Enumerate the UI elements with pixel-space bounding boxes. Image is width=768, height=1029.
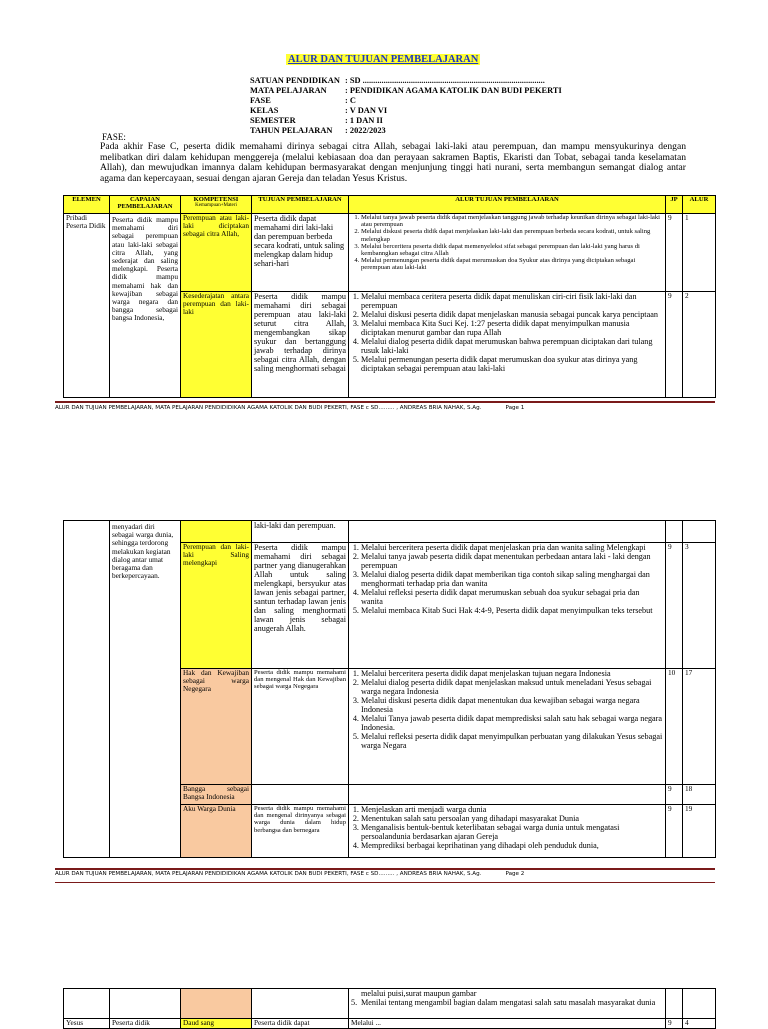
cell-alur: 1: [683, 214, 716, 292]
cell-elemen: Pribadi Peserta Didik: [64, 214, 110, 398]
objective-item: 1. Melalui berceritera peserta didik dapat menjelaskan tujuan negara Indonesia: [361, 669, 663, 678]
objective-item: 2. Melalui dialog peserta didik dapat menjelaskan maksud untuk meneladani Yesus sebagai warga negara Indonesia: [361, 678, 663, 696]
cell-kompetensi: Aku Warga Dunia: [181, 805, 252, 858]
cell-jp: 9: [666, 1019, 683, 1029]
cell-alur: 17: [683, 669, 716, 785]
objective-list: [351, 805, 663, 850]
objective-item: 4. Melalui refleksi peserta didik dapat merumuskan sebuah doa syukur sebagai pria dan wanita: [361, 588, 663, 606]
objective-item: 3. Melalui membaca Kita Suci Kej. 1:27 peserta didik dapat menyimpulkan manusia diciptakan menurut gambar dan rupa Allah: [361, 319, 663, 337]
objective-item: 1. Melalui membaca ceritera peserta didik dapat menuliskan ciri-ciri fisik laki-laki dan perempuan: [361, 292, 663, 310]
footer-rule: [55, 401, 715, 403]
cell-kompetensi: Hak dan Kewajiban sebagai warga Negegara: [181, 669, 252, 785]
cell-objectives: [349, 785, 666, 805]
fase-description: Pada akhir Fase C, peserta didik memahami dirinya sebagai citra Allah, sebagai laki-laki atau perempuan, dan mampu mensyukurinya dengan melibatkan diri dalam kehidupan menggereja (melalui kebiasaan doa dan perayaan sakramen Baptis, Ekaristi dan Tobat, sebagai tanda keselamatan Allah), dan mewujudkan imannya dalam kehidupan bermasyarakat dengan menjunjung tinggi hati nurani, serta membangun semangat dialog antar agama dan kepercayaan, sesuai dengan ajaran Gereja dan teladan Yesus Kristus.: [100, 141, 686, 184]
cell-alur: [683, 521, 716, 543]
cell-elemen: [64, 521, 110, 858]
table-header-row: [64, 196, 716, 214]
cell-tujuan: Peserta didik mampu memahami diri sebagai partner yang dianugerahkan Allah untuk saling melengkapi, bersyukur atas lawan jenis sebagai partner, santun terhadap lawan jenis dan saling menghormati lawan jenis sebagai anugerah Allah.: [252, 543, 349, 669]
cell-objectives: [349, 521, 666, 543]
footer-text: ALUR DAN TUJUAN PEMBELAJARAN, MATA PELAJARAN PENDIDIDIKAN AGAMA KATOLIK DAN BUDI PEKERTI, FASE c SD......... , ANDREAS BRIA NAHAK, S.Ag.: [55, 871, 482, 877]
objective-number: 5.: [351, 998, 358, 1007]
cell-objectives: [349, 669, 666, 785]
meta-row-kelas: [250, 106, 562, 116]
cell-jp: 9: [666, 785, 683, 805]
objective-item: 4. Melalui dialog peserta didik dapat merumuskan bahwa perempuan diciptakan dari tulang rusuk laki-laki: [361, 337, 663, 355]
cell-kompetensi: Perempuan atau laki-laki diciptakan sebagai citra Allah,: [181, 214, 252, 292]
cell-jp: [666, 989, 683, 1019]
meta-value: : 2022/2023: [345, 126, 386, 135]
meta-value: : C: [345, 96, 356, 105]
meta-key: MATA PELAJARAN: [250, 86, 327, 95]
cell-kompetensi: [181, 521, 252, 543]
objective-item: 1. Melalui berceritera peserta didik dapat menjelaskan pria dan wanita saling Melengkapi: [361, 543, 663, 552]
objective-item: [351, 998, 663, 1007]
cell-jp: 9: [666, 214, 683, 292]
page-footer: [55, 405, 524, 411]
header-kompetensi-label: KOMPETENSI: [193, 196, 239, 203]
objective-item: 3. Melalui diskusi peserta didik dapat menentukan dua kewajiban sebagai warga negara Indonesia: [361, 696, 663, 714]
objective-list: [351, 292, 663, 373]
tujuan-text: Peserta didik dapat memahami diri laki-laki dan perempuan berbeda secara kodrati, untuk saling melengkap dalam hidup sehari-hari: [254, 214, 345, 268]
meta-key: TAHUN PELAJARAN: [250, 126, 333, 135]
cell-tujuan: Peserta didik mampu memahami dan mengenal Hak dan Kewajiban sebagai warga Negegara: [252, 669, 349, 785]
meta-value: : SD .......................................................................................: [345, 76, 545, 85]
objective-item: 5. Melalui permenungan peserta didik dapat merumuskan doa syukur atas dirinya yang diciptakan sebagai perempuan atau laki-laki: [361, 355, 663, 373]
objective-item: 2. Melalui tanya jawab peserta didik dapat menentukan perbedaan antara laki - laki dengan perempuan: [361, 552, 663, 570]
fase-label: FASE:: [102, 132, 126, 142]
objective-item: 3. Melalui dialog peserta didik dapat memberikan tiga contoh sikap saling menghargai dan menghormati terhadap pria dan wanita: [361, 570, 663, 588]
cell-jp: 9: [666, 805, 683, 858]
objective-continuation: melalui puisi,surat maupun gambar: [361, 989, 477, 998]
objective-item: 4. Melalui Tanya jawab peserta didik dapat mempredisksi salah satu hak sebagai warga negara Indonesia.: [361, 714, 663, 732]
document-meta: [250, 76, 562, 136]
cell-kompetensi: [181, 989, 252, 1019]
meta-value: : V DAN VI: [345, 106, 388, 115]
cell-tujuan: Peserta didik mampu memahami dan mengenal dirinyanya sebagai warga dunia dalam hidup berbangsa dan bernegara: [252, 805, 349, 858]
cell-kompetensi: Daud sang: [181, 1019, 252, 1029]
cell-kompetensi: Perempuan dan laki-laki Saling melengkapi: [181, 543, 252, 669]
cell-objectives: [349, 805, 666, 858]
cell-objectives: [349, 543, 666, 669]
header-kompetensi-sub: Kemampuan+Materi: [195, 203, 237, 208]
meta-value: : 1 DAN II: [345, 116, 383, 125]
learning-table-page1: [63, 195, 716, 398]
objective-list: [351, 669, 663, 750]
meta-row-semester: [250, 116, 562, 126]
meta-key: SEMESTER: [250, 116, 296, 125]
cell-tujuan: Peserta didik mampu memahami diri sebagai perempuan atau laki-laki seturut citra Allah, mengembangkan sikap syukur dan bertanggung jawab terhadap dirinya sebagai citra Allah, dengan saling menghormati sebagai: [252, 292, 349, 398]
header-alur: ALUR: [683, 196, 716, 214]
cell-objectives: Melalui ...: [349, 1019, 666, 1029]
cell-jp: 9: [666, 292, 683, 398]
objective-item: 1. Menjelaskan arti menjadi warga dunia: [361, 805, 663, 814]
objective-item: 4. Melalui permenungan peserta didik dapat merumuskan doa Syukur atas dirinya yang diciptakan sebagai perempuan atau laki-laki: [361, 257, 663, 271]
table-row: [64, 214, 716, 292]
table-row: [64, 989, 716, 1019]
cell-alur: 18: [683, 785, 716, 805]
table-row: [64, 521, 716, 543]
cell-alur: 4: [683, 1019, 716, 1029]
meta-value: : PENDIDIKAN AGAMA KATOLIK DAN BUDI PEKERTI: [345, 86, 562, 95]
objective-list: [351, 214, 663, 272]
cell-kompetensi: Kesederajatan antara perempuan dan laki-laki: [181, 292, 252, 398]
cell-alur: 2: [683, 292, 716, 398]
meta-key: SATUAN PENDIDIKAN: [250, 76, 340, 85]
cell-jp: 9: [666, 543, 683, 669]
page-number: Page 1: [505, 405, 525, 411]
objective-list: [351, 543, 663, 615]
meta-row-fase: [250, 96, 562, 106]
learning-table-page2: [63, 520, 716, 858]
cell-objectives: [349, 214, 666, 292]
objective-item: 4. Memprediksi berbagai keprihatinan yang dihadapi oleh penduduk dunia,: [361, 841, 663, 850]
header-kompetensi: [181, 196, 252, 214]
cell-jp: 10: [666, 669, 683, 785]
footer-text: ALUR DAN TUJUAN PEMBELAJARAN, MATA PELAJARAN PENDIDIDIKAN AGAMA KATOLIK DAN BUDI PEKERTI, FASE c SD......... , ANDREAS BRIA NAHAK, S.Ag.: [55, 405, 482, 411]
meta-row-mapel: [250, 86, 562, 96]
cell-kompetensi: Bangga sebagai Bangsa Indonesia: [181, 785, 252, 805]
cell-jp: [666, 521, 683, 543]
cell-alur: [683, 989, 716, 1019]
objective-item: 5. Melalui membaca Kitab Suci Hak 4:4-9, Peserta didik dapat menyimpulkan teks tersebut: [361, 606, 663, 615]
cell-tujuan: laki-laki dan perempuan.: [252, 521, 349, 543]
objective-item: 2. Menentukan salah satu persoalan yang dihadapi masyarakat Dunia: [361, 814, 663, 823]
cell-tujuan: [252, 989, 349, 1019]
cell-objectives: [349, 292, 666, 398]
cell-capaian: [110, 989, 181, 1019]
cell-elemen: Yesus: [64, 1019, 110, 1029]
cell-tujuan: Peserta didik dapat: [252, 1019, 349, 1029]
meta-key: FASE: [250, 96, 271, 105]
header-capaian: CAPAIAN PEMBELAJARAN: [110, 196, 181, 214]
header-elemen: ELEMEN: [64, 196, 110, 214]
cell-capaian: menyadari diri sebagai warga dunia, sehingga terdorong melakukan kegiatan dialog antar umat beragama dan berkepercayaan.: [110, 521, 181, 858]
cell-tujuan: [252, 785, 349, 805]
objective-item: 3. Melalui berceritera peserta didik dapat memenyeleksi sifat sebagai perempuan dan laki-laki yang harus di kembanngkan sebagai citra Allah: [361, 243, 663, 257]
objective-text: Menilai tentang mengambil bagian dalam mengatasi salah satu masalah masyarakat dunia: [361, 998, 656, 1007]
header-jp: JP: [666, 196, 683, 214]
objective-item: 2. Melalui diskusi peserta didik dapat menjelaskan manusia sebagai puncak karya penciptaan: [361, 310, 663, 319]
meta-row-tahun: [250, 126, 562, 136]
page-number: Page 2: [505, 871, 525, 877]
cell-tujuan: [252, 214, 349, 292]
meta-row-satuan: [250, 76, 562, 86]
cell-objectives: [349, 989, 666, 1019]
cell-elemen: [64, 989, 110, 1019]
cell-alur: 19: [683, 805, 716, 858]
meta-key: KELAS: [250, 106, 279, 115]
objective-item: 2. Melalui diskusi peserta didik dapat menjelaskan laki-laki dan perempuan berbeda secara kodrati, untuk saling melengkap: [361, 228, 663, 242]
header-tujuan: TUJUAN PEMBELAJARAN: [252, 196, 349, 214]
objective-item: 1. Melalui tanya jawab peserta didik dapat menjelaskan tanggung jawab terhadap keunikan dirinya sebagai laki-laki atau perempuan: [361, 214, 663, 228]
cell-alur: 3: [683, 543, 716, 669]
cell-capaian: Peserta didik mampu memahami diri sebagai perempuan atau laki-laki sebagai citra Allah, yang sederajat dan saling melengkapi. Peserta didik mampu memahami hak dan kewajiban sebagai warga negara dan bangga sebagai bangsa Indonesia,: [110, 214, 181, 398]
learning-table-page3: [63, 988, 716, 1029]
footer-rule: [55, 882, 715, 883]
objective-item: 3. Menganalisis bentuk-bentuk keterlibatan sebagai warga dunia untuk mengatasi persoalandunia berdasarkan ajaran Gereja: [361, 823, 663, 841]
footer-rule: [55, 868, 715, 870]
page-footer: [55, 871, 524, 877]
header-alur-tujuan: ALUR TUJUAN PEMBELAJARAN: [349, 196, 666, 214]
cell-capaian: Peserta didik: [110, 1019, 181, 1029]
document-title: ALUR DAN TUJUAN PEMBELAJARAN: [288, 54, 479, 65]
objective-item: 5. Melalui refleksi peserta didik dapat menyimpulkan perbuatan yang dilakukan Yesus sebagai warga Negara: [361, 732, 663, 750]
